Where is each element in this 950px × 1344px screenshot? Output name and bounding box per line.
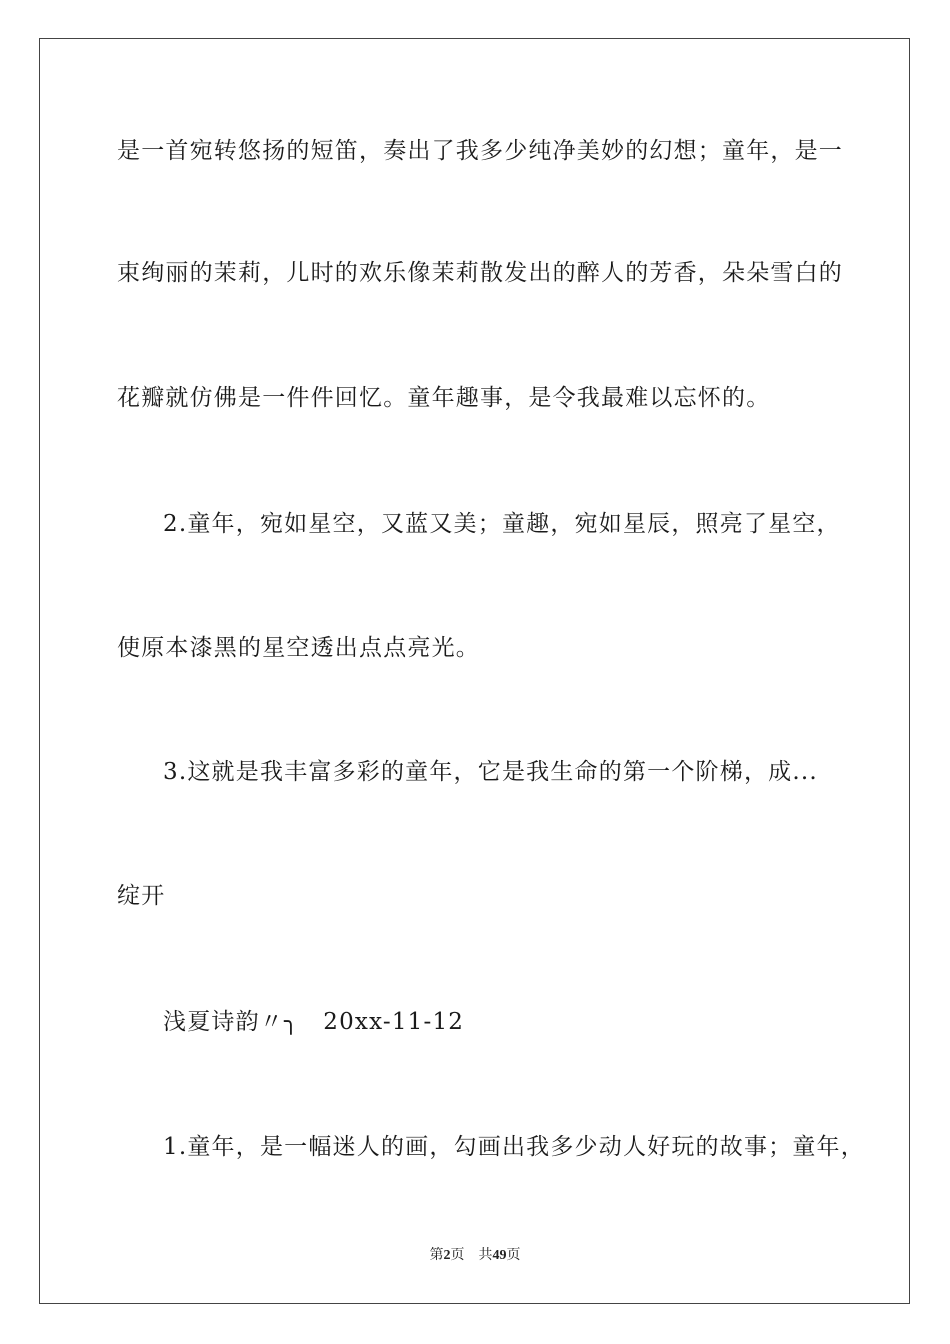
page-footer bbox=[0, 1247, 950, 1265]
paragraph-line-2: 束绚丽的茉莉，儿时的欢乐像茉莉散发出的醉人的芳香，朵朵雪白的 bbox=[117, 260, 843, 286]
paragraph-line-7: 绽开 bbox=[117, 883, 166, 909]
footer-total-unit: 页 bbox=[506, 1248, 521, 1263]
page-border bbox=[39, 38, 910, 1304]
footer-page-unit: 页 bbox=[450, 1248, 465, 1263]
paragraph-line-4: 2.童年，宛如星空，又蓝又美；童趣，宛如星辰，照亮了星空， bbox=[163, 511, 841, 537]
footer-total-pages: 49 bbox=[492, 1248, 507, 1263]
paragraph-line-1: 是一首宛转悠扬的短笛，奏出了我多少纯净美妙的幻想；童年，是一 bbox=[117, 138, 843, 164]
paragraph-line-5: 使原本漆黑的星空透出点点亮光。 bbox=[117, 635, 480, 661]
footer-page-number: 2 bbox=[443, 1248, 451, 1263]
paragraph-line-3: 花瓣就仿佛是一件件回忆。童年趣事，是令我最难以忘怀的。 bbox=[117, 385, 771, 411]
footer-page-prefix: 第 bbox=[429, 1248, 444, 1263]
footer-total-prefix: 共 bbox=[478, 1248, 493, 1263]
paragraph-line-9: 1.童年，是一幅迷人的画，勾画出我多少动人好玩的故事；童年， bbox=[163, 1134, 865, 1160]
paragraph-line-6: 3.这就是我丰富多彩的童年，它是我生命的第一个阶梯，成... bbox=[163, 759, 818, 785]
author-date-line: 浅夏诗韵〃╮ 20xx-11-12 bbox=[163, 1009, 465, 1035]
